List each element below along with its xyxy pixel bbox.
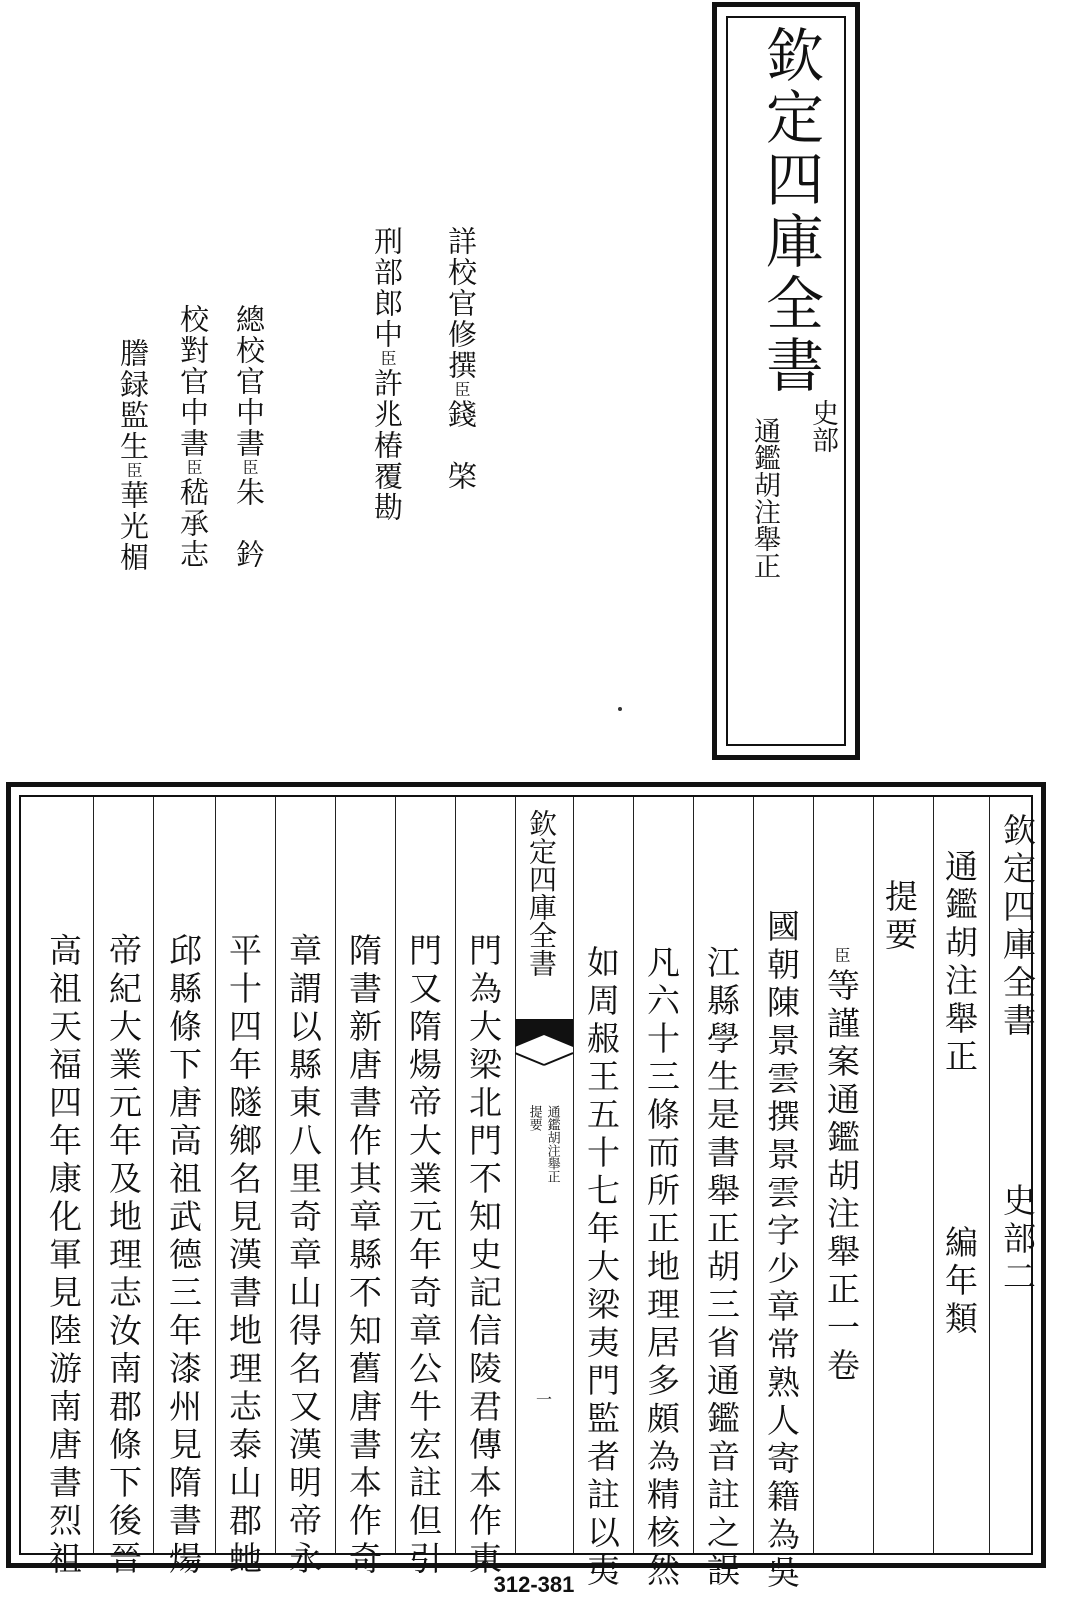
classification: 編年類	[940, 1225, 979, 1339]
header-section: 史部二	[998, 1183, 1037, 1297]
column-rule	[215, 797, 216, 1553]
column-rule	[873, 797, 874, 1553]
column-rule	[633, 797, 634, 1553]
text-column: 如周赧王五十七年大梁夷門監者註以夷	[582, 945, 621, 1591]
text-column: 門又隋煬帝大業元年奇章公牛宏註但引	[404, 933, 443, 1579]
credit-mark: 臣	[124, 462, 143, 480]
title-slip	[712, 2, 860, 760]
page-number: 312-381	[493, 1572, 575, 1597]
credit-mark: 臣	[184, 459, 203, 477]
column-rule	[573, 797, 574, 1553]
credit-jiaodui	[176, 304, 210, 570]
credit-role: 校對官中書	[176, 304, 210, 459]
credit-mark: 臣	[378, 350, 397, 368]
text-column: 平十四年隧鄉名見漢書地理志泰山郡虵	[224, 933, 263, 1579]
text-column: 國朝陳景雲撰景雲字少章常熟人寄籍為吳	[762, 909, 801, 1593]
text-column: 帝紀大業元年及地理志汝南郡條下後晉	[104, 933, 143, 1579]
credit-role: 刑部郎中	[370, 226, 404, 350]
ink-speck	[618, 707, 622, 711]
summary-label: 提要	[880, 879, 919, 955]
column-rule	[813, 797, 814, 1553]
column-rule	[93, 797, 94, 1553]
banner-column	[515, 797, 573, 1553]
text-column: 章謂以縣東八里奇章山得名又漢明帝永	[284, 933, 323, 1579]
banner-page-number: 一	[536, 1390, 553, 1409]
column-text: 等謹案通鑑胡注舉正一卷	[822, 968, 861, 1386]
credit-name: 朱 鈐	[232, 477, 266, 570]
credit-mark: 臣	[452, 381, 471, 399]
credit-mark: 臣	[240, 459, 259, 477]
column-rule	[989, 797, 990, 1553]
credit-name: 華光楣	[116, 480, 150, 573]
column-rule	[753, 797, 754, 1553]
column-rule	[275, 797, 276, 1553]
credit-name: 許兆椿覆勘	[370, 368, 404, 523]
text-column: 凡六十三條而所正地理居多頗為精核然	[642, 945, 681, 1591]
text-column: 隋書新唐書作其章縣不知舊唐書本作奇	[344, 933, 383, 1579]
slip-category: 史部	[807, 399, 838, 453]
credit-name: 嵇承志	[176, 477, 210, 570]
credit-role: 詳校官修撰	[444, 226, 478, 381]
column-rule	[395, 797, 396, 1553]
credit-name: 錢 棨	[444, 399, 478, 492]
credit-xiangjiao	[444, 226, 478, 492]
column-rule	[933, 797, 934, 1553]
column-rule	[335, 797, 336, 1553]
column-mark: 臣	[832, 947, 851, 968]
slip-book-title: 通鑑胡注舉正	[749, 417, 780, 579]
column-rule	[455, 797, 456, 1553]
text-column: 邱縣條下唐高祖武德三年漆州見隋書煬	[164, 933, 203, 1579]
book-title: 通鑑胡注舉正	[940, 849, 979, 1077]
slip-title: 欽定四庫全書	[756, 25, 824, 397]
credit-zongjiao	[232, 304, 266, 570]
credit-tenglu	[116, 338, 150, 573]
text-column: 門為大梁北門不知史記信陵君傳本作東	[464, 933, 503, 1579]
column-rule	[693, 797, 694, 1553]
banner-book-title: 通鑑胡注舉正	[544, 1105, 560, 1183]
header-title: 欽定四庫全書	[998, 813, 1037, 1041]
text-column: 江縣學生是書舉正胡三省通鑑音註之誤	[702, 945, 741, 1591]
credit-role: 總校官中書	[232, 304, 266, 459]
banner-section: 提要	[526, 1105, 542, 1131]
column-rule	[153, 797, 154, 1553]
credit-role: 謄録監生	[116, 338, 150, 462]
banner-title: 欽定四庫全書	[525, 809, 558, 977]
text-column: 高祖天福四年康化軍見陸游南唐書烈祖	[44, 933, 83, 1579]
fishtail-mark-icon	[515, 1013, 573, 1093]
text-column	[822, 947, 861, 1386]
credit-fukan	[370, 226, 404, 523]
